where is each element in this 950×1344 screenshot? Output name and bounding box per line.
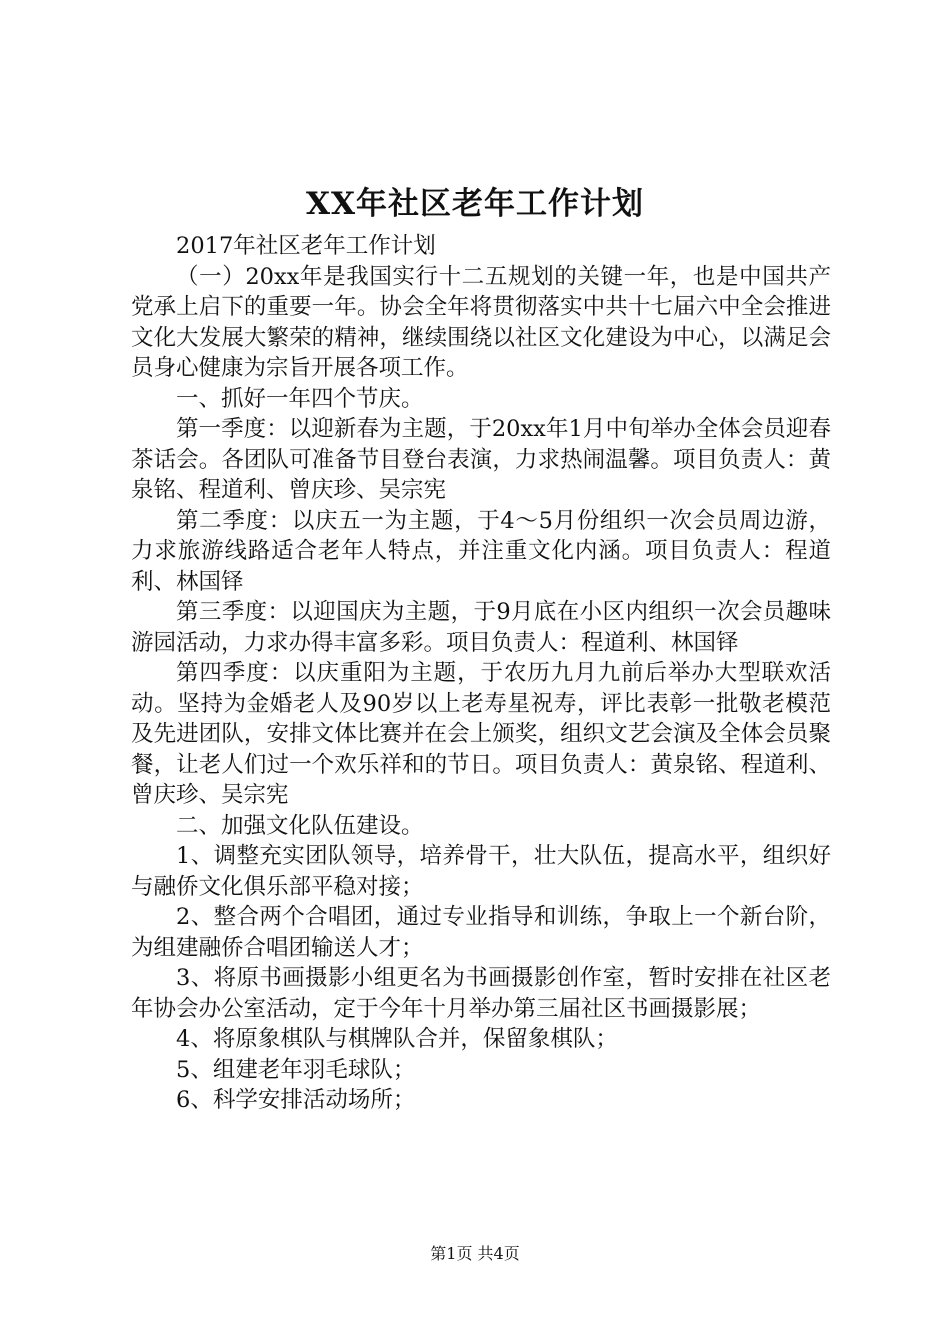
list-item-5: 5、组建老年羽毛球队； — [176, 1056, 416, 1083]
page-number-footer: 第1页 共4页 — [430, 1244, 520, 1263]
quarter-2-paragraph: 第二季度：以庆五一为主题，于4～5月份组织一次会员周边游，力求旅游线路适合老年人特点，并注重文化内涵。项目负责人：程道利、林国铎 — [131, 507, 831, 595]
document-title: XX年社区老年工作计划 — [305, 186, 645, 222]
list-item-2: 2、整合两个合唱团，通过专业指导和训练，争取上一个新台阶，为组建融侨合唱团输送人才； — [131, 904, 831, 961]
section-heading-team-building: 二、加强文化队伍建设。 — [176, 812, 424, 839]
quarter-4-paragraph: 第四季度：以庆重阳为主题，于农历九月九前后举办大型联欢活动。坚持为金婚老人及90岁以上老寿星祝寿，评比表彰一批敬老模范及先进团队，安排文体比赛并在会上颁奖，组织文艺会演及全体会员聚餐，让老人们过一个欢乐祥和的节日。项目负责人：黄泉铭、程道利、曾庆珍、吴宗宪 — [131, 660, 831, 808]
intro-paragraph: （一）20xx年是我国实行十二五规划的关键一年，也是中国共产党承上启下的重要一年。协会全年将贯彻落实中共十七届六中全会推进文化大发展大繁荣的精神，继续围绕以社区文化建设为中心，以满足会员身心健康为宗旨开展各项工作。 — [131, 263, 831, 381]
subtitle-paragraph: 2017年社区老年工作计划 — [176, 233, 436, 259]
quarter-3-paragraph: 第三季度：以迎国庆为主题，于9月底在小区内组织一次会员趣味游园活动，力求办得丰富多彩。项目负责人：程道利、林国铎 — [131, 599, 831, 656]
list-item-4: 4、将原象棋队与棋牌队合并，保留象棋队； — [176, 1026, 618, 1052]
list-item-3: 3、将原书画摄影小组更名为书画摄影创作室，暂时安排在社区老年协会办公室活动，定于今年十月举办第三届社区书画摄影展； — [131, 965, 831, 1022]
document-body — [131, 231, 831, 1116]
list-item-6: 6、科学安排活动场所； — [176, 1087, 416, 1113]
list-item-1: 1、调整充实团队领导，培养骨干，壮大队伍，提高水平，组织好与融侨文化俱乐部平稳对接； — [131, 843, 831, 900]
quarter-1-paragraph: 第一季度：以迎新春为主题，于20xx年1月中旬举办全体会员迎春茶话会。各团队可准备节目登台表演，力求热闹温馨。项目负责人：黄泉铭、程道利、曾庆珍、吴宗宪 — [131, 416, 831, 503]
section-heading-festivals: 一、抓好一年四个节庆。 — [176, 385, 424, 412]
